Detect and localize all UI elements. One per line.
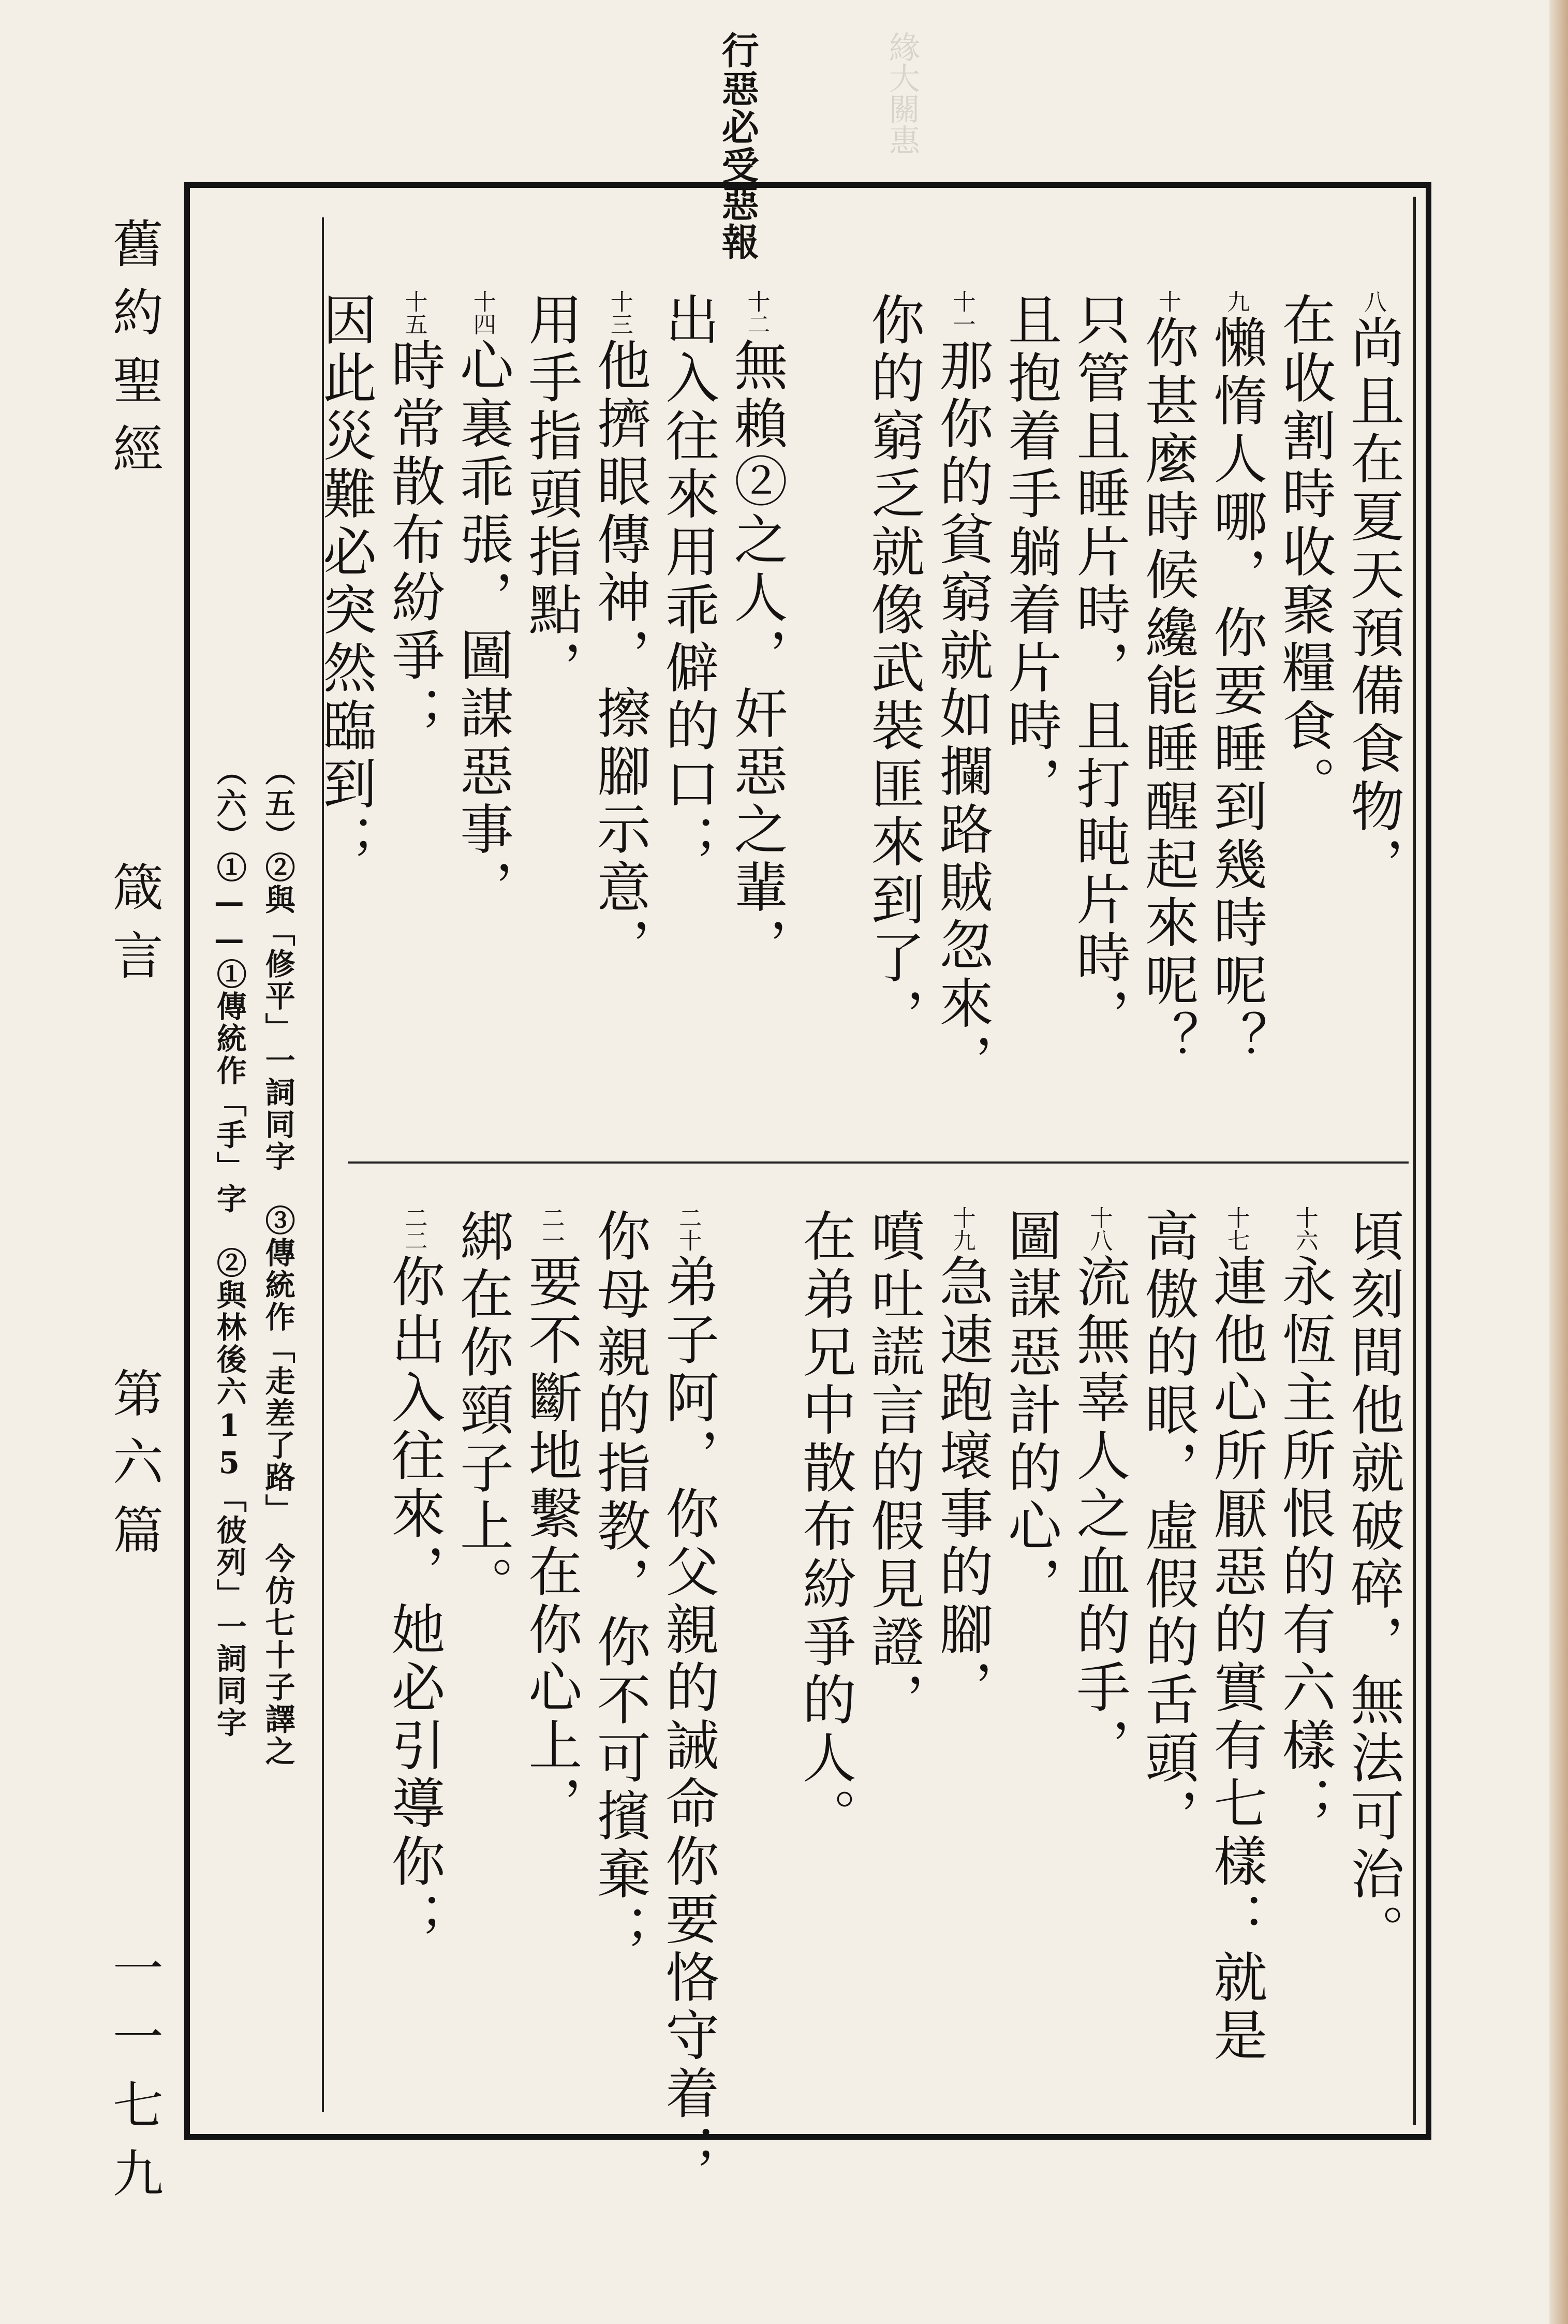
verse-number: 十二 (743, 290, 770, 335)
verse-line (587, 290, 651, 1091)
verse-number: 二二 (401, 1206, 427, 1252)
verse-text: 那你的貧窮就如攔路賊忽來， (930, 337, 994, 1091)
lower-text-block (384, 1206, 1402, 2181)
verse-line (724, 290, 788, 1091)
verse-text: 在收割時收聚糧食。 (1273, 292, 1336, 814)
verse-text: 你母親的指教，你不可擯棄； (587, 1208, 651, 1962)
verse-line (382, 1206, 446, 2181)
verse-text: 尚且在夏天預備食物， (1341, 315, 1404, 894)
verse-number: 十七 (1223, 1206, 1250, 1252)
page-edge (1549, 0, 1568, 2324)
verse-line (316, 290, 375, 1091)
bleed-through-text: 緣大關惠 (884, 31, 920, 155)
verse-text: 他擠眼傳神，擦腳示意， (587, 337, 651, 975)
verse-line (930, 1206, 994, 2181)
verse-text: 時常散布紛爭； (382, 337, 446, 743)
footnotes (212, 756, 294, 1768)
verse-line (795, 1206, 854, 2181)
verse-text: 圖謀惡計的心， (999, 1208, 1062, 1614)
verse-text: 永恆主所恨的有六樣； (1273, 1254, 1336, 1833)
verse-number: 十三 (606, 290, 633, 335)
verse-text: 流無辜人之血的手， (1067, 1254, 1131, 1775)
verse-line (1135, 1206, 1199, 2181)
verse-line (519, 1206, 583, 2181)
page-number: 一一七九 (104, 1941, 164, 2215)
side-note: 行惡必受惡報 (715, 31, 760, 261)
verse-line (1204, 1206, 1268, 2181)
verse-line (1343, 1206, 1402, 2181)
verse-line (1001, 1206, 1060, 2181)
verse-number: 十五 (401, 290, 427, 335)
verse-text: 急速跑壞事的腳， (930, 1254, 994, 1717)
verse-line (864, 1206, 923, 2181)
verse-line (450, 290, 514, 1091)
footnote-6: （六）①——①傳統作「手」字 ②與林後六15「彼列」一詞同字 (211, 756, 247, 1739)
verse-text: 因此災難必突然臨到； (314, 292, 377, 872)
verse-line (930, 290, 994, 1091)
verse-line (1204, 290, 1268, 1091)
verse-text: 要不斷地繫在你心上， (519, 1254, 583, 1833)
upper-text-block (316, 290, 1402, 1091)
verse-line (1067, 290, 1131, 1091)
verse-number: 十 (1154, 290, 1181, 313)
verse-number: 十八 (1086, 1206, 1113, 1252)
verse-number: 九 (1223, 290, 1250, 313)
verse-line (519, 290, 583, 1091)
verse-text: 連他心所厭惡的實有七樣：就是 (1204, 1254, 1268, 2065)
verse-text: 綁在你頸子上。 (450, 1208, 514, 1614)
verse-line (727, 1206, 786, 2181)
verse-line (382, 290, 446, 1091)
verse-text: 且抱着手躺着片時， (999, 292, 1062, 814)
verse-text: 頃刻間他就破碎，無法可治。 (1341, 1208, 1404, 1962)
verse-number: 十九 (949, 1206, 975, 1252)
verse-text: 懶惰人哪，你要睡到幾時呢？ (1204, 315, 1268, 1068)
verse-number: 十四 (469, 290, 496, 335)
verse-number: 二一 (538, 1206, 565, 1252)
verse-line (1275, 1206, 1334, 2181)
verse-text: 出入往來用乖僻的口； (656, 292, 720, 872)
verse-text: 高傲的眼，虛假的舌頭， (1135, 1208, 1199, 1846)
verse-number: 二十 (675, 1206, 702, 1252)
frame-inner-rule (1413, 197, 1416, 2125)
verse-text: 你出入往來，她必引導你； (382, 1254, 446, 1949)
book-title: 舊約聖經 (104, 217, 164, 491)
verse-line (1343, 290, 1402, 1091)
verse-line (1001, 290, 1060, 1091)
running-head (102, 217, 165, 2215)
verse-line (864, 290, 923, 1091)
verse-line (1067, 1206, 1131, 2181)
verse-number: 八 (1360, 290, 1386, 313)
verse-text: 心裏乖張，圖謀惡事， (450, 337, 514, 917)
verse-text: 用手指頭指點， (519, 292, 583, 698)
verse-text: 無賴②之人，奸惡之輩， (724, 337, 788, 975)
chapter-number: 第六篇 (104, 1367, 164, 1572)
footnote-5: （五）②與「修平」一詞同字 ③傳統作「走差了路」 今仿七十子譯之 (260, 756, 295, 1768)
section-divider (348, 1161, 1409, 1164)
verse-line (450, 1206, 514, 2181)
verse-text: 你甚麼時候纔能睡醒起來呢？ (1135, 315, 1199, 1068)
verse-line (656, 290, 720, 1091)
verse-text: 在弟兄中散布紛爭的人。 (793, 1208, 856, 1846)
verse-line (656, 1206, 720, 2181)
verse-text: 你的窮乏就像武裝匪來到了， (862, 292, 925, 1046)
verse-number: 十六 (1291, 1206, 1318, 1252)
verse-text: 只管且睡片時，且打盹片時， (1067, 292, 1131, 1046)
chapter-title: 箴言 (104, 860, 164, 997)
verse-text: 噴吐謊言的假見證， (862, 1208, 925, 1730)
verse-text: 弟子阿，你父親的誡命你要恪守着； (656, 1254, 720, 2181)
verse-line (1135, 290, 1199, 1091)
verse-line (795, 290, 854, 1091)
verse-line (587, 1206, 651, 2181)
verse-number: 十一 (949, 290, 975, 335)
verse-line (1275, 290, 1334, 1091)
